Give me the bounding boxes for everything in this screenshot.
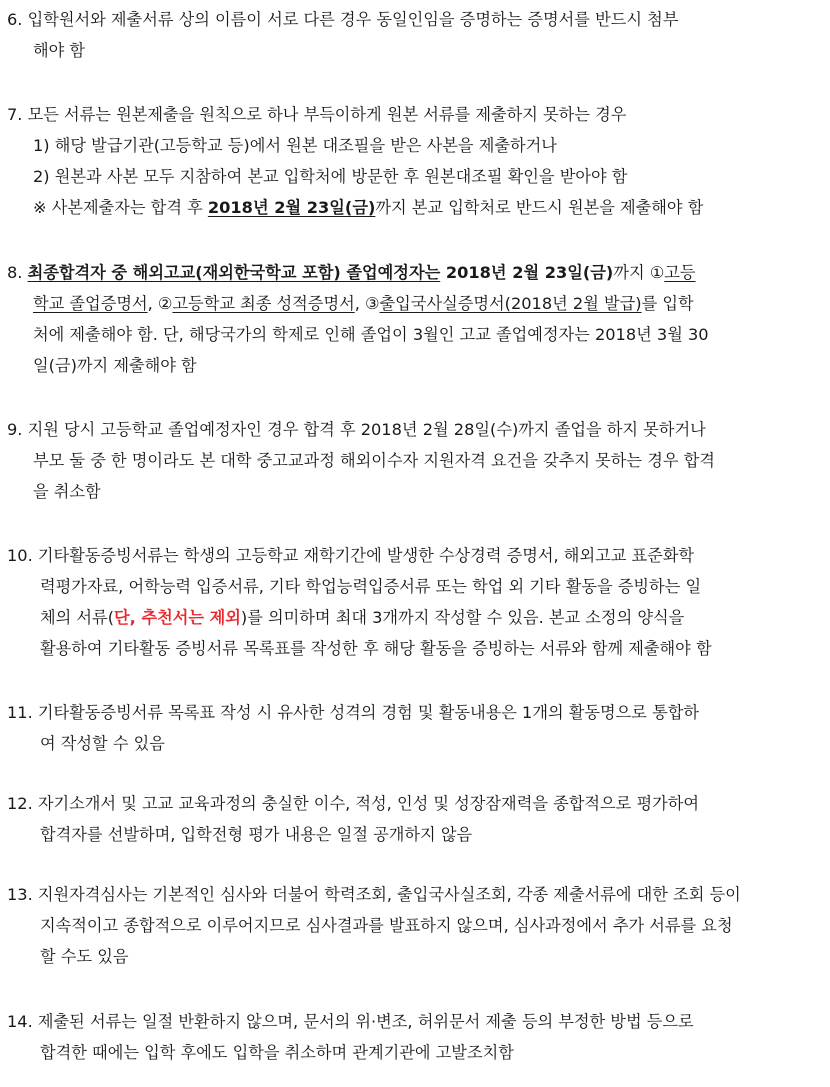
item-12-line-1: 12. 자기소개서 및 고교 교육과정의 충실한 이수, 적성, 인성 및 성장잠재력을 종합적으로 평가하여 xyxy=(7,794,699,813)
item-14-line-2: 합격한 때에는 입학 후에도 입학을 취소하며 관계기관에 고발조치함 xyxy=(40,1043,514,1062)
item-9-line-2: 부모 둘 중 한 명이라도 본 대학 중고교과정 해외이수자 지원자격 요건을 갖추지 못하는 경우 합격 xyxy=(33,451,715,470)
note-suffix: 까지 본교 입학처로 반드시 원본을 제출해야 함 xyxy=(375,198,704,217)
item-10-line-1: 10. 기타활동증빙서류는 학생의 고등학교 재학기간에 발생한 수상경력 증명서, 해외고교 표준화학 xyxy=(7,546,695,565)
item-9-line-1: 9. 지원 당시 고등학교 졸업예정자인 경우 합격 후 2018년 2월 28일(수)까지 졸업을 하지 못하거나 xyxy=(7,420,706,439)
item-8-text-1: 까지 ① xyxy=(613,263,665,282)
item-8-text-4: 를 입학 xyxy=(641,294,694,313)
item-8-line-1 xyxy=(7,258,696,288)
recommendation-exclusion-note: 단, 추천서는 제외 xyxy=(114,608,241,627)
item-14-line-1: 14. 제출된 서류는 일절 반환하지 않으며, 문서의 위·변조, 허위문서 제출 등의 부정한 방법 등으로 xyxy=(7,1012,694,1031)
item-7-note xyxy=(33,193,703,223)
item-9-line-3: 을 취소함 xyxy=(33,482,101,501)
item-8-doc-2: 고등학교 최종 성적증명서 xyxy=(172,294,355,313)
item-8-doc-1b: 학교 졸업증명서 xyxy=(33,294,148,313)
item-11-line-2: 여 작성할 수 있음 xyxy=(40,734,165,753)
item-8-text-3: , ③ xyxy=(354,294,380,313)
note-prefix: ※ 사본제출자는 합격 후 xyxy=(33,198,208,217)
item-10-line-4: 활용하여 기타활동 증빙서류 목록표를 작성한 후 해당 활동을 증빙하는 서류와 함께 제출해야 함 xyxy=(40,639,712,658)
item-10-line-2: 력평가자료, 어학능력 입증서류, 기타 학업능력입증서류 또는 학업 외 기타 활동을 증빙하는 일 xyxy=(40,577,702,596)
item-8-text-2: , ② xyxy=(147,294,173,313)
item-8-line-2 xyxy=(33,289,694,319)
item-8-doc-1a: 고등 xyxy=(664,263,696,282)
item-12-line-2: 합격자를 선발하며, 입학전형 평가 내용은 일절 공개하지 않음 xyxy=(40,825,473,844)
item-8-line-3: 처에 제출해야 함. 단, 해당국가의 학제로 인해 졸업이 3월인 고교 졸업예정자는 2018년 3월 30 xyxy=(33,325,709,344)
item-8-doc-3: 출입국사실증명서(2018년 2월 발급) xyxy=(379,294,642,313)
item-7-sub-1: 1) 해당 발급기관(고등학교 등)에서 원본 대조필을 받은 사본을 제출하거나 xyxy=(33,136,557,155)
item-13-line-2: 지속적이고 종합적으로 이루어지므로 심사결과를 발표하지 않으며, 심사과정에서 추가 서류를 요청 xyxy=(40,916,733,935)
item-8-number: 8. xyxy=(7,263,28,282)
item-6-line-1: 6. 입학원서와 제출서류 상의 이름이 서로 다른 경우 동일인임을 증명하는 증명서를 반드시 첨부 xyxy=(7,10,679,29)
item-8-bold-date: 2018년 2월 23일(금) xyxy=(440,263,614,282)
note-deadline: 2018년 2월 23일(금) xyxy=(207,198,376,217)
item-10-line-3-prefix: 체의 서류( xyxy=(40,608,115,627)
item-7-line-1: 7. 모든 서류는 원본제출을 원칙으로 하나 부득이하게 원본 서류를 제출하지 못하는 경우 xyxy=(7,105,627,124)
item-13-line-1: 13. 지원자격심사는 기본적인 심사와 더불어 학력조회, 출입국사실조회, 각종 제출서류에 대한 조회 등이 xyxy=(7,885,741,904)
item-10-line-3-suffix: )를 의미하며 최대 3개까지 작성할 수 있음. 본교 소정의 양식을 xyxy=(240,608,685,627)
item-7-sub-2: 2) 원본과 사본 모두 지참하여 본교 입학처에 방문한 후 원본대조필 확인을 받아야 함 xyxy=(33,167,628,186)
item-13-line-3: 할 수도 있음 xyxy=(40,947,129,966)
item-8-bold-subject: 최종합격자 중 해외고교(재외한국학교 포함) 졸업예정자는 xyxy=(27,263,441,282)
item-6-line-2: 해야 함 xyxy=(33,41,86,60)
item-11-line-1: 11. 기타활동증빙서류 목록표 작성 시 유사한 성격의 경험 및 활동내용은 1개의 활동명으로 통합하 xyxy=(7,703,699,722)
item-10-line-3 xyxy=(40,603,684,633)
item-8-line-4: 일(금)까지 제출해야 함 xyxy=(33,356,197,375)
